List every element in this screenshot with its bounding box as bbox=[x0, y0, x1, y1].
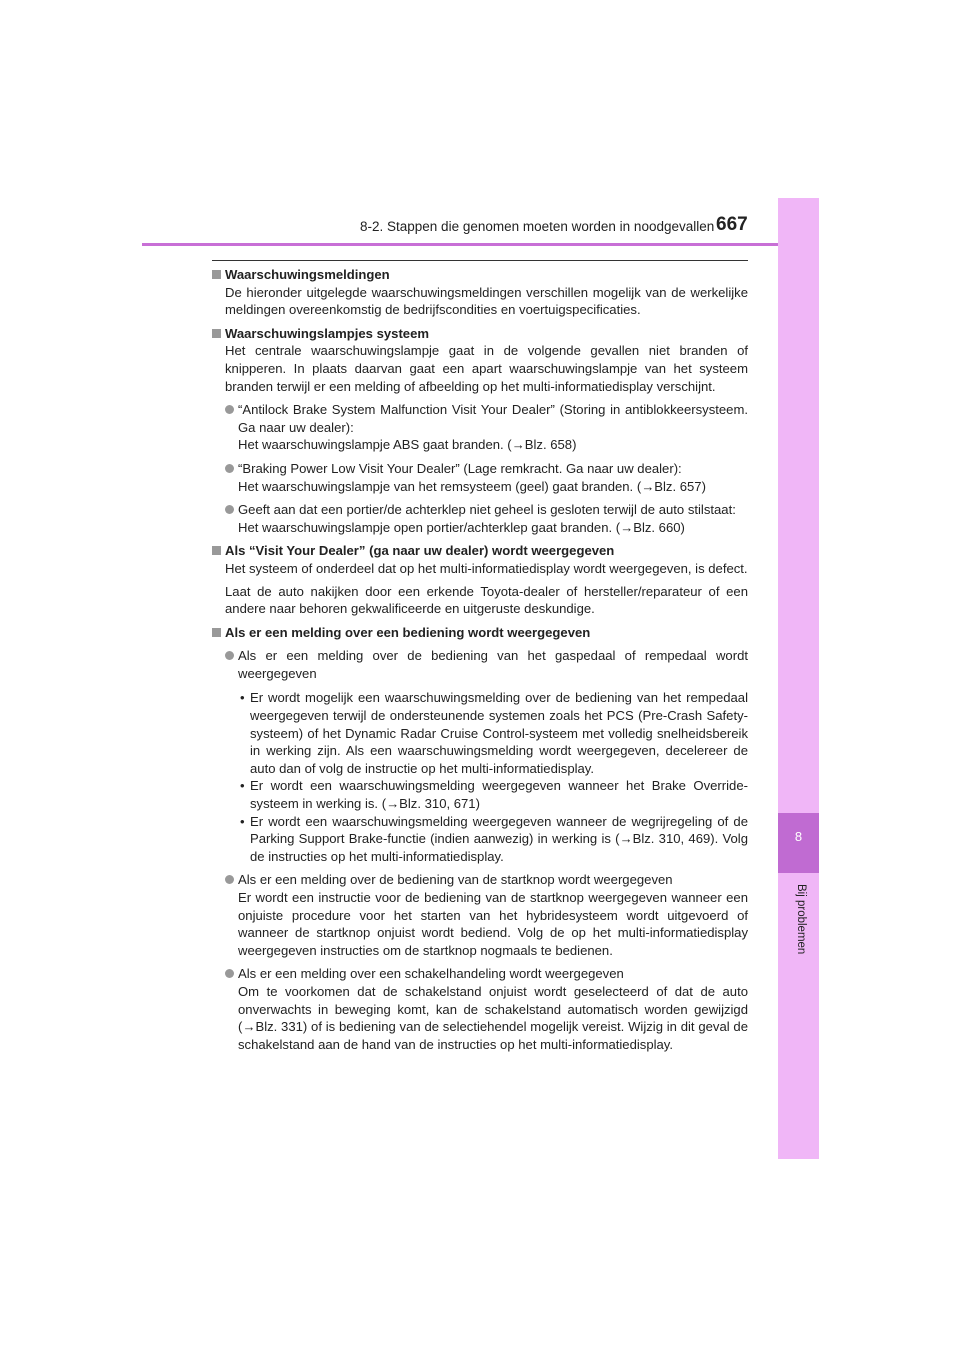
sub-list-item bbox=[212, 813, 748, 866]
list-item bbox=[212, 647, 748, 682]
circle-bullet-icon bbox=[225, 464, 234, 473]
section-warning-messages bbox=[212, 266, 748, 319]
header-section-title: 8-2. Stappen die genomen moeten worden in noodgevallen bbox=[360, 219, 715, 234]
section-text: Laat de auto nakijken door een erkende Toyota-dealer of hersteller/reparateur of een andere naar behoren gekwalificeerde en uitgeruste deskundige. bbox=[225, 583, 748, 617]
sub-item-text: Er wordt een waarschuwingsmelding weergegeven wanneer het Brake Override-systeem in werking is. (→Blz. 310, 671) bbox=[250, 778, 748, 812]
section-title: Als er een melding over een bediening wordt weergegeven bbox=[225, 624, 591, 640]
small-bullet-icon: • bbox=[240, 813, 245, 829]
chapter-label: Bij problemen bbox=[795, 884, 807, 955]
small-bullet-icon: • bbox=[240, 778, 245, 794]
list-item bbox=[212, 871, 748, 959]
section-title: Waarschuwingslampjes systeem bbox=[225, 325, 430, 341]
sub-list-item bbox=[212, 777, 748, 812]
circle-bullet-icon bbox=[225, 969, 234, 978]
list-item bbox=[212, 401, 748, 454]
circle-bullet-icon bbox=[225, 875, 234, 884]
square-bullet-icon bbox=[212, 270, 221, 279]
bullet-heading: “Braking Power Low Visit Your Dealer” (Lage remkracht. Ga naar uw dealer): bbox=[238, 460, 682, 476]
square-bullet-icon bbox=[212, 546, 221, 555]
chapter-number: 8 bbox=[794, 829, 803, 844]
bullet-heading: Als er een melding over de bediening van de startknop wordt weergegeven bbox=[238, 872, 673, 888]
section-text: Het centrale waarschuwingslampje gaat in de volgende gevallen niet branden of knipperen. In plaats daarvan gaat een apart waarschuwingslampje van het systeem branden terwijl er een melding of afbeelding op het multi-informatiedisplay verschijnt. bbox=[225, 343, 748, 394]
bullet-heading: Geeft aan dat een portier/de achterklep niet geheel is gesloten terwijl de auto stilstaat: bbox=[238, 502, 736, 518]
bullet-text: Het waarschuwingslampje open portier/achterklep gaat branden. (→Blz. 660) bbox=[238, 519, 685, 535]
bullet-text: Er wordt een instructie voor de bediening van de startknop weergegeven wanneer een onjuiste procedure voor het starten van het hybridesysteem wordt uitgevoerd of wanneer de startknop onjuist wordt bediend. Volg de op het multi-informatiedisplay weergegeven instructies om de startknop nogmaals te bedienen. bbox=[238, 890, 748, 958]
page-number: 667 bbox=[716, 214, 748, 235]
list-item bbox=[212, 965, 748, 1053]
section-text: Het systeem of onderdeel dat op het multi-informatiedisplay wordt weergegeven, is defect. bbox=[225, 560, 748, 576]
sub-list bbox=[212, 689, 748, 865]
bullet-text: Het waarschuwingslampje van het remsysteem (geel) gaat branden. (→Blz. 657) bbox=[238, 478, 706, 494]
section-operation-message bbox=[212, 624, 748, 1054]
circle-bullet-icon bbox=[225, 405, 234, 414]
square-bullet-icon bbox=[212, 628, 221, 637]
bullet-heading: “Antilock Brake System Malfunction Visit Your Dealer” (Storing in antiblokkeersysteem. Ga naar uw dealer): bbox=[238, 402, 748, 435]
list-item bbox=[212, 460, 748, 495]
chapter-sidebar bbox=[778, 198, 819, 1159]
circle-bullet-icon bbox=[225, 651, 234, 660]
bullet-text: Om te voorkomen dat de schakelstand onjuist wordt geselecteerd of dat de auto onverwachts in beweging komt, kan de schakelstand automatisch worden gewijzigd (→Blz. 331) of is bediening van de selectiehendel mogelijk vereist. Wijzig in dit geval de schakelstand aan de hand van de instructies op het multi-informatiedisplay. bbox=[238, 983, 748, 1052]
section-title: Waarschuwingsmeldingen bbox=[225, 267, 390, 282]
main-content bbox=[212, 266, 748, 1059]
content-top-rule bbox=[212, 260, 748, 261]
circle-bullet-icon bbox=[225, 505, 234, 514]
header-divider bbox=[142, 243, 819, 246]
bullet-heading: Als er een melding over de bediening van het gaspedaal of rempedaal wordt weergegeven bbox=[238, 648, 748, 681]
sub-item-text: Er wordt een waarschuwingsmelding weergegeven wanneer de wegrijregeling of de Parking Support Brake-functie (indien aanwezig) in werking is (→Blz. 310, 469). Volg de instructies op het multi-informatiedisplay. bbox=[250, 813, 748, 864]
sub-list-item bbox=[212, 689, 748, 777]
sub-item-text: Er wordt mogelijk een waarschuwingsmelding over de bediening van het rempedaal weergegeven terwijl de ondersteunende systemen zoals het PCS (Pre-Crash Safety-systeem) of het Dynamic Radar Cruise Control-systeem met volledig snelheidsbereik in werking zijn. Als een waarschuwingsmelding wordt weergegeven, decelereer de auto dan of volg de instructie op het multi-informatiedisplay. bbox=[250, 690, 748, 776]
small-bullet-icon: • bbox=[240, 690, 245, 706]
bullet-heading: Als er een melding over een schakelhandeling wordt weergegeven bbox=[238, 966, 624, 982]
section-title: Als “Visit Your Dealer” (ga naar uw dealer) wordt weergegeven bbox=[225, 543, 615, 559]
section-warning-lights bbox=[212, 325, 748, 537]
square-bullet-icon bbox=[212, 329, 221, 338]
section-visit-dealer bbox=[212, 542, 748, 617]
list-item bbox=[212, 501, 748, 536]
section-text: De hieronder uitgelegde waarschuwingsmeldingen verschillen mogelijk van de werkelijke meldingen overeenkomstig de bedrijfscondities en voertuigspecificaties. bbox=[225, 284, 748, 318]
bullet-text: Het waarschuwingslampje ABS gaat branden. (→Blz. 658) bbox=[238, 437, 577, 453]
